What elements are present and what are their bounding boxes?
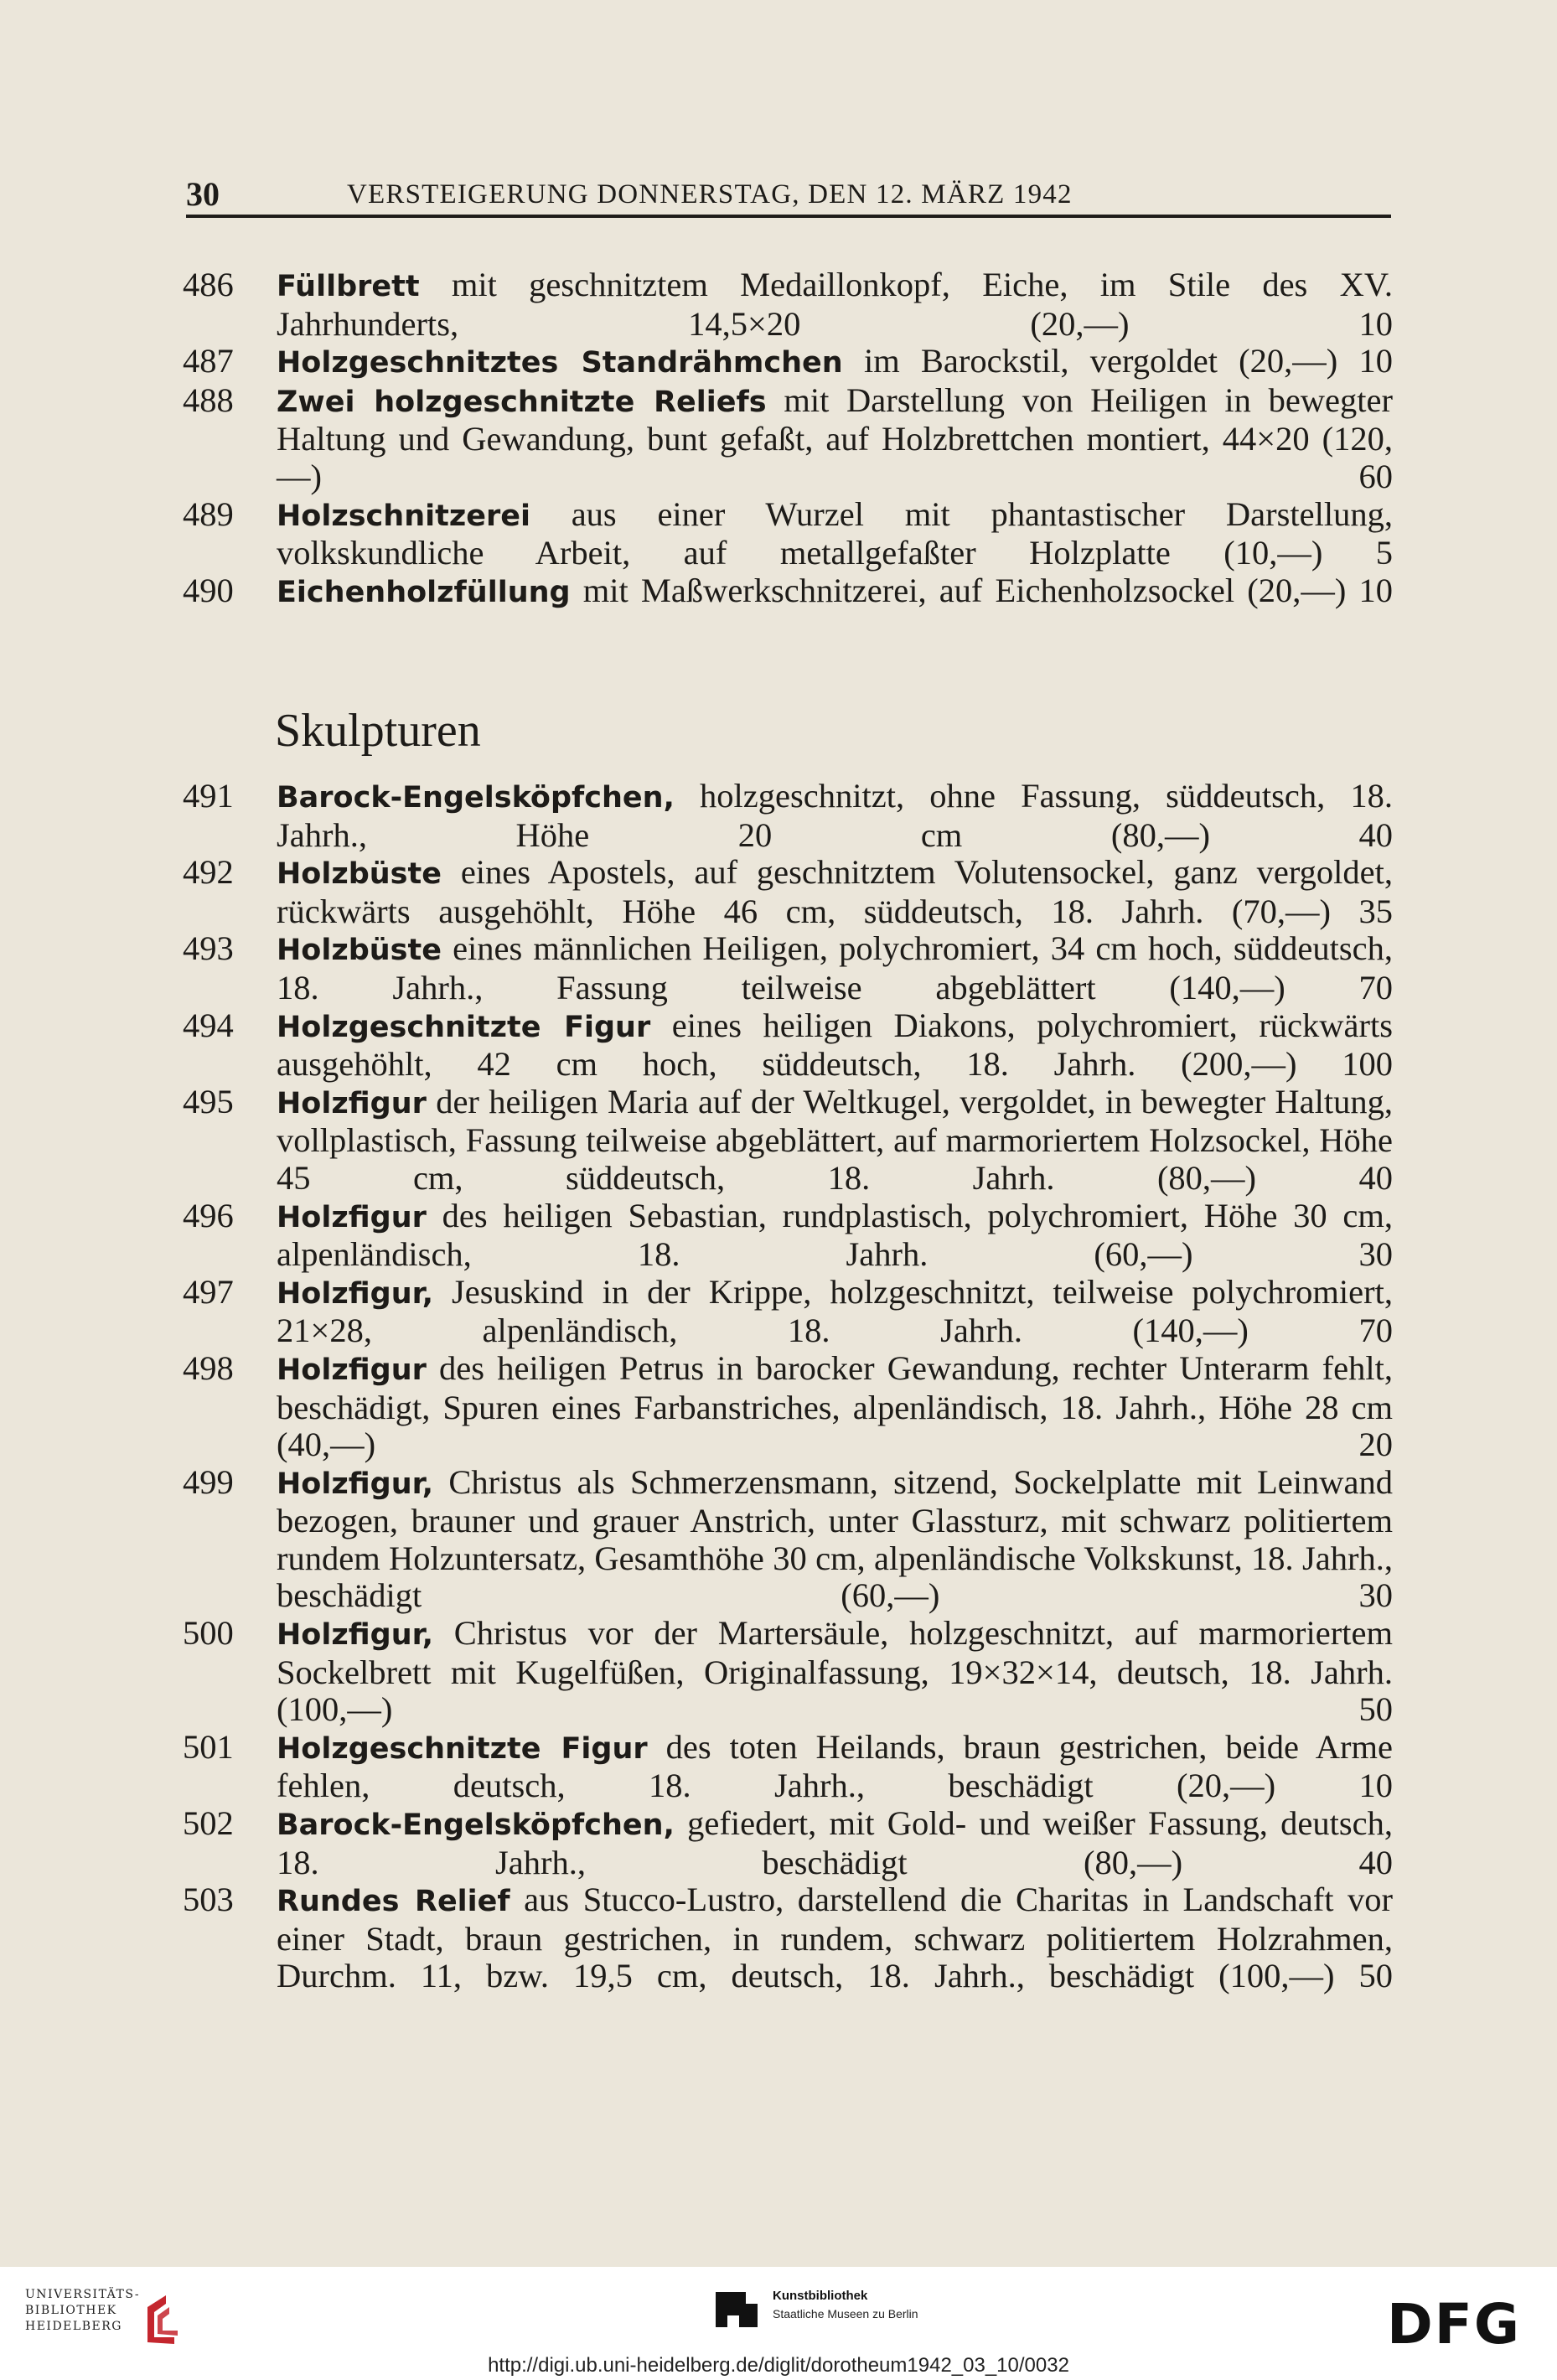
lot-price: 10 [1358,571,1394,609]
lot-number: 498 [183,1348,234,1387]
lot-number: 490 [183,571,234,609]
page-number: 30 [186,175,220,213]
lot-number: 488 [183,380,234,419]
lot-title: Holzfigur [277,1086,427,1120]
lot-description: aus einer Wurzel mit phantastischer Darstellung, volkskundliche Arbeit, auf metallgefaßter Holzplatte (10,—) [277,494,1393,572]
lot-title: Zwei holzgeschnitzte Reliefs [277,385,767,419]
lot-price: 20 [1358,1425,1393,1464]
lot-title: Holzbüste [277,857,442,892]
permalink-url[interactable]: http://digi.ub.uni-heidelberg.de/diglit/dorotheum1942_03_10/0032 [488,2354,1069,2377]
lot-description: eines männlichen Heiligen, polychromiert, 34 cm hoch, süddeutsch, 18. Jahrh., Fassung teilweise abgeblättert (140,—) [277,929,1393,1006]
catalog-entry [183,496,1393,572]
university-name: UNIVERSITÄTS- BIBLIOTHEK HEIDELBERG [25,2288,141,2333]
lot-price: 5 [1375,534,1394,572]
lot-price: 70 [1358,1312,1394,1350]
lot-number: 493 [183,929,234,968]
lot-number: 503 [183,1881,234,1919]
catalog-entry [183,1881,1393,1995]
lot-title: Holzfigur, [277,1618,434,1653]
dfg-logo[interactable]: DFG [1387,2292,1522,2357]
lot-title: Rundes Relief [277,1885,510,1919]
lot-description: Christus vor der Martersäule, holzgeschnitzt, auf marmoriertem Sockelbrett mit Kugelfüßen, Originalfassung, 19×32×14, deutsch, 18. Jahrh. (100,—) [277,1614,1393,1729]
lot-description: mit Darstellung von Heiligen in bewegter Haltung und Gewandung, bunt gefaßt, auf Holzbrettchen montiert, 44×20 (120,—) [277,380,1393,495]
lot-number: 496 [183,1196,234,1234]
lot-price: 40 [1358,1158,1393,1197]
lot-title: Holzfigur, [277,1467,434,1501]
footer-bar [0,2267,1557,2380]
lot-title: Holzgeschnitztes Standrähmchen [277,346,843,380]
lot-number: 487 [183,342,234,380]
lot-number: 494 [183,1006,234,1044]
catalog-entries-sculptures [183,778,1393,1995]
lot-number: 500 [183,1614,234,1653]
lot-number: 486 [183,266,234,303]
lot-title: Holzgeschnitzte Figur [277,1010,651,1044]
lot-description: eines Apostels, auf geschnitztem Volutensockel, ganz vergoldet, rückwärts ausgehöhlt, Höhe 46 cm, süddeutsch, 18. Jahrh. (70,—) [277,853,1393,930]
lot-description: Jesuskind in der Krippe, holzgeschnitzt, teilweise polychromiert, 21×28, alpenländisch, 18. Jahrh. (140,—) [277,1272,1393,1350]
catalog-entry [183,382,1393,496]
lot-title: Holzschnitzerei [277,499,530,533]
lot-price: 40 [1358,1843,1394,1881]
lot-price: 40 [1358,815,1393,854]
catalog-entries-top [183,266,1393,611]
lot-title: Barock-Engelsköpfchen, [277,781,675,815]
running-header [186,174,1391,218]
catalog-entry [183,343,1393,382]
lot-number: 497 [183,1272,234,1311]
section-heading: Skulpturen [275,705,481,757]
lot-description: aus Stucco-Lustro, darstellend die Charitas in Landschaft vor einer Stadt, braun gestrichen, in rundem, schwarz politiertem Holzrahmen, Durchm. 11, bzw. 19,5 cm, deutsch, 18. Jahrh., beschädigt (100,—) [277,1881,1393,1995]
lot-number: 499 [183,1462,234,1501]
lot-description: im Barockstil, vergoldet (20,—) [842,342,1338,380]
catalog-entry [183,1464,1393,1615]
lot-price: 50 [1358,1690,1393,1729]
lot-number: 495 [183,1082,234,1120]
catalog-entry [183,1615,1393,1729]
lot-number: 489 [183,494,234,533]
lot-title: Holzfigur [277,1353,427,1387]
lot-description: des heiligen Petrus in barocker Gewandung, rechter Unterarm fehlt, beschädigt, Spuren eines Farbanstriches, alpenländisch, 18. Jahrh., Höhe 28 cm (40,—) [277,1348,1393,1464]
catalog-entry [183,1274,1393,1350]
lot-description: des toten Heilands, braun gestrichen, beide Arme fehlen, deutsch, 18. Jahrh., beschädigt (20,—) [277,1727,1393,1805]
catalog-entry [183,572,1393,612]
lot-title: Eichenholzfüllung [277,575,571,609]
catalog-entry [183,1007,1393,1084]
lot-title: Holzfigur, [277,1276,434,1311]
catalog-entry [183,1198,1393,1274]
lot-description: mit Maßwerkschnitzerei, auf Eichenholzsockel (20,—) [570,571,1347,609]
lot-title: Holzbüste [277,934,442,968]
lot-price: 50 [1358,1957,1394,1995]
kunstbibliothek-logo[interactable] [712,2285,918,2338]
lot-price: 70 [1358,968,1393,1006]
lot-description: der heiligen Maria auf der Weltkugel, vergoldet, in bewegter Haltung, vollplastisch, Fassung teilweise abgeblättert, auf marmoriertem Holzsockel, Höhe 45 cm, süddeutsch, 18. Jahrh. (80,—) [277,1082,1393,1197]
lot-price: 35 [1358,892,1394,930]
lot-number: 492 [183,853,234,892]
lot-number: 491 [183,777,234,815]
lot-description: des heiligen Sebastian, rundplastisch, polychromiert, Höhe 30 cm, alpenländisch, 18. Jahrh. (60,—) [277,1196,1393,1274]
catalog-entry [183,778,1393,854]
lot-price: 100 [1342,1045,1393,1084]
catalog-entry [183,930,1393,1006]
running-title: VERSTEIGERUNG DONNERSTAG, DEN 12. MÄRZ 1942 [347,179,1073,210]
lot-description: holzgeschnitzt, ohne Fassung, süddeutsch, 18. Jahrh., Höhe 20 cm (80,—) [277,777,1393,854]
university-mark-icon [141,2292,184,2347]
lot-price: 10 [1358,1767,1394,1805]
catalog-entry [183,1729,1393,1805]
lot-title: Holzgeschnitzte Figur [277,1731,648,1766]
lot-description: eines heiligen Diakons, polychromiert, rückwärts ausgehöhlt, 42 cm hoch, süddeutsch, 18. Jahrh. (200,—) [277,1006,1393,1084]
lot-description: Christus als Schmerzensmann, sitzend, Sockelplatte mit Leinwand bezogen, brauner und grauer Anstrich, unter Glassturz, mit schwarz politiertem rundem Holzuntersatz, Gesamthöhe 30 cm, alpenländische Volkskunst, 18. Jahrh., beschädigt (60,—) [277,1462,1393,1615]
kunstbibliothek-mark-icon [712,2285,761,2334]
catalog-entry [183,1805,1393,1881]
catalog-entry [183,1350,1393,1464]
lot-description: mit geschnitztem Medaillonkopf, Eiche, im Stile des XV. Jahrhunderts, 14,5×20 (20,—) [277,266,1393,343]
lot-title: Füllbrett [277,270,420,303]
lot-price: 10 [1358,304,1394,343]
lot-price: 60 [1358,457,1393,495]
catalog-entry [183,1084,1393,1198]
lot-price: 30 [1358,1576,1394,1615]
lot-number: 502 [183,1804,234,1843]
kunstbibliothek-name: Kunstbibliothek [773,2289,868,2303]
lot-number: 501 [183,1727,234,1766]
kunstbibliothek-subtitle: Staatliche Museen zu Berlin [773,2307,918,2320]
catalog-entry [183,266,1393,343]
lot-title: Barock-Engelsköpfchen, [277,1808,675,1843]
lot-price: 30 [1358,1235,1393,1274]
lot-title: Holzfigur [277,1200,427,1234]
heidelberg-university-library-logo[interactable] [25,2287,140,2335]
lot-price: 10 [1358,342,1394,380]
catalog-entry [183,854,1393,930]
lot-description: gefiedert, mit Gold- und weißer Fassung, deutsch, 18. Jahrh., beschädigt (80,—) [277,1804,1393,1881]
